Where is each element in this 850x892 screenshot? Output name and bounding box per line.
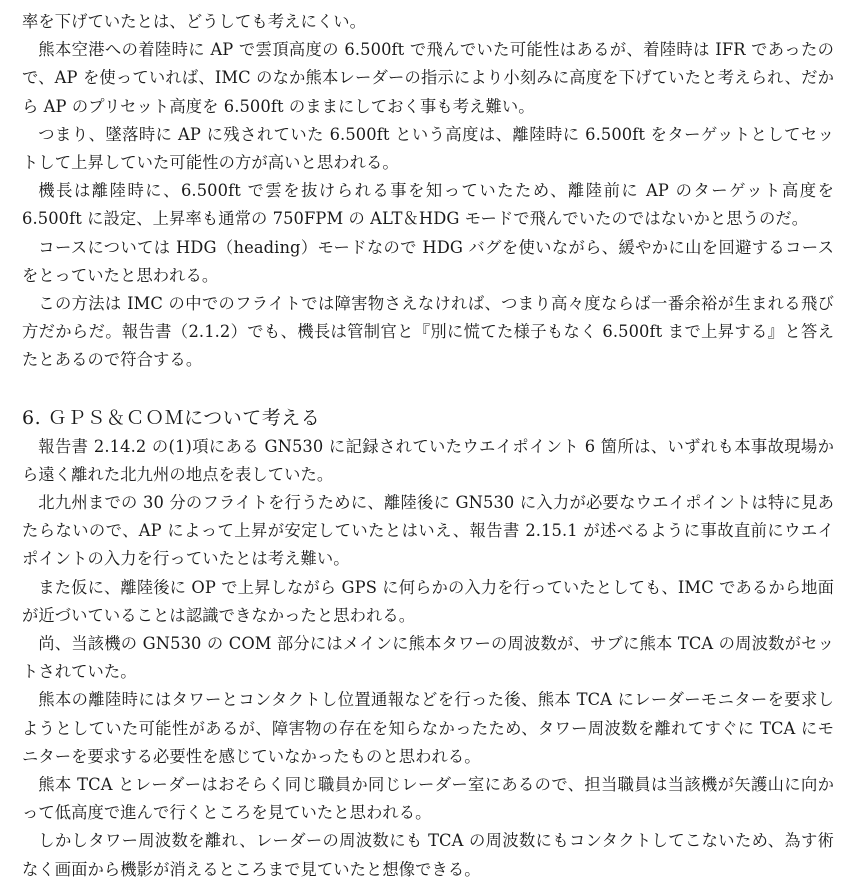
section-heading-gps-com: 6. ＧＰＳ＆ＣＯＭについて考える xyxy=(22,406,321,429)
paragraph-waypoint-input: 北九州までの 30 分のフライトを行うために、離陸後に GN530 に入力が必要なウエイポイントは特に見あたらないので、AP によって上昇が安定していたとはいえ、報告書 2.15.1 が述べるように事故直前にウエイポイントの入力を行っていたとは考え難い。 xyxy=(22,493,834,569)
paragraph-imc-method: この方法は IMC の中でのフライトでは障害物さえなければ、つまり高々度ならば一番余裕が生まれる飛び方だからだ。報告書（2.1.2）でも、機長は管制官と『別に慌てた様子もなく 6.500ft まで上昇する』と答えたとあるので符合する。 xyxy=(22,294,834,370)
paragraph-radar-disappear: しかしタワー周波数を離れ、レーダーの周波数にも TCA の周波数にもコンタクトしてこないため、為す術なく画面から機影が消えるところまで見ていたと想像できる。 xyxy=(22,831,834,879)
paragraph-waypoints: 報告書 2.14.2 の(1)項にある GN530 に記録されていたウエイポイント 6 箇所は、いずれも本事故現場から遠く離れた北九州の地点を表していた。 xyxy=(22,436,834,484)
paragraph-radar-watch: 熊本 TCA とレーダーはおそらく同じ職員か同じレーダー室にあるので、担当職員は当該機が矢護山に向かって低高度で進んで行くところを見ていたと思われる。 xyxy=(22,775,834,823)
document-page xyxy=(22,8,834,884)
paragraph-gps-input: また仮に、離陸後に OP で上昇しながら GPS に何らかの入力を行っていたとしても、IMC であるから地面が近づいていることは認識できなかったと思われる。 xyxy=(22,577,834,625)
paragraph-continuation: 率を下げていたとは、どうしても考えにくい。 xyxy=(22,12,367,31)
section-spacer xyxy=(22,375,834,403)
paragraph-landing-autopilot: 熊本空港への着陸時に AP で雲頂高度の 6.500ft で飛んでいた可能性はあるが、着陸時は IFR であったので、AP を使っていれば、IMC のなか熊本レーダーの指示により小刻みに高度を下げていたと考えられ、だから AP のプリセット高度を 6.500ft のままにしておく事も考え難い。 xyxy=(22,40,834,116)
paragraph-com-frequencies: 尚、当該機の GN530 の COM 部分にはメインに熊本タワーの周波数が、サブに熊本 TCA の周波数がセットされていた。 xyxy=(22,634,834,682)
paragraph-course-heading: コースについては HDG（heading）モードなので HDG バグを使いながら、緩やかに山を回避するコースをとっていたと思われる。 xyxy=(22,237,834,285)
paragraph-tower-contact: 熊本の離陸時にはタワーとコンタクトし位置通報などを行った後、熊本 TCA にレーダーモニターを要求しようとしていた可能性があるが、障害物の存在を知らなかったため、タワー周波数を離れてすぐに TCA にモニターを要求する必要性を感じていなかったものと思われる。 xyxy=(22,690,834,766)
paragraph-crash-altitude: つまり、墜落時に AP に残されていた 6.500ft という高度は、離陸時に 6.500ft をターゲットとしてセットして上昇していた可能性の方が高いと思われる。 xyxy=(22,124,834,173)
paragraph-captain-takeoff: 機長は離陸時に、6.500ft で雲を抜けられる事を知っていたため、離陸前に AP のターゲット高度を 6.500ft に設定、上昇率も通常の 750FPM の ALT＆HDG モードで飛んでいたのではないかと思うのだ。 xyxy=(22,181,834,229)
